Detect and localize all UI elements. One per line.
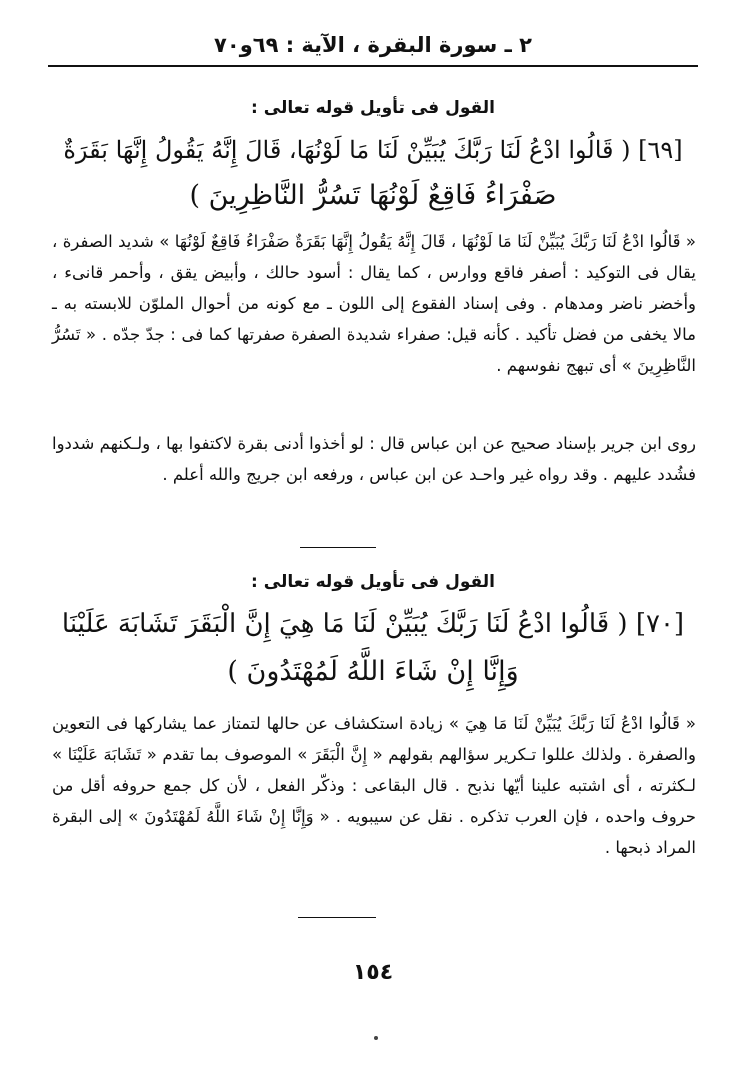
end-divider [298,917,376,918]
page-number: ١٥٤ [352,960,394,985]
section-heading-70: القول فى تأويل قوله تعالى : [251,572,495,592]
section-divider [300,547,376,548]
verse-70-line-2: وَإِنَّا إِنْ شَاءَ اللَّهُ لَمُهْتَدُونَ ) [227,656,519,687]
verse-69-line-2: صَفْرَاءُ فَاقِعٌ لَوْنُهَا تَسُرُّ النَّاظِرِينَ ) [189,180,557,211]
page-speck [374,1036,378,1040]
commentary-69-paragraph-1: « قَالُوا ادْعُ لَنَا رَبَّكَ يُبَيِّنْ لَنَا مَا لَوْنُهَا ، قَالَ إِنَّهُ يَقُولُ إِنَّهَا بَقَرَةٌ صَفْرَاءُ فَاقِعٌ لَوْنُهَا » شديد الصفرة ، يقال فى التوكيد : أصفر فاقع ووارس ، كما يقال : أسود حالك ، وأبيض يقق ، وأحمر قانىء ، وأخضر ناضر ومدهام . وفى إسناد الفقوع إلى اللون ـ مع كونه من أحوال الملوّن للابسته به ـ مالا يخفى من فضل تأكيد . كأنه قيل: صفراء شديدة الصفرة صفرتها كما فى : جدّ جدّه . « تَسُرُّ النَّاظِرِينَ » أى تبهج نفوسهم . [52,232,696,375]
commentary-70-paragraph-1: « قَالُوا ادْعُ لَنَا رَبَّكَ يُبَيِّنْ لَنَا مَا هِيَ » زيادة استكشاف عن حالها لتمتاز عما يشاركها فى التعوين والصفرة . ولذلك عللوا تـكرير سؤالهم بقولهم « إِنَّ الْبَقَرَ » الموصوف بما تقدم « تَشَابَهَ عَلَيْنَا » لـكثرته ، أى اشتبه علينا أيّها نذبح . قال البقاعى : وذكّر الفعل ، لأن كل جمع حروفه أقل من حروف واحده ، فإن العرب تذكره . نقل عن سيبويه . « وَإِنَّا إِنْ شَاءَ اللَّهُ لَمُهْتَدُونَ » إلى البقرة المراد ذبحها . [52,714,696,857]
running-header: ٢ ـ سورة البقرة ، الآية : ٦٩و٧٠ [214,33,532,57]
header-rule [48,65,698,67]
section-heading-69: القول فى تأويل قوله تعالى : [251,98,495,118]
verse-69-line-1: [٦٩] ( قَالُوا ادْعُ لَنَا رَبَّكَ يُبَيِّنْ لَنَا مَا لَوْنُهَا، قَالَ إِنَّهُ يَقُولُ إِنَّهَا بَقَرَةٌ [63,136,683,164]
commentary-69-paragraph-2: روى ابن جرير بإسناد صحيح عن ابن عباس قال : لو أخذوا أدنى بقرة لاكتفوا بها ، ولـكنهم شددوا فشُدد عليهم . وقد رواه غير واحـد عن ابن عباس ، ورفعه ابن جريج والله أعلم . [52,434,696,484]
verse-70-line-1: [٧٠] ( قَالُوا ادْعُ لَنَا رَبَّكَ يُبَيِّنْ لَنَا مَا هِيَ إِنَّ الْبَقَرَ تَشَابَهَ عَلَيْنَا [61,609,685,639]
